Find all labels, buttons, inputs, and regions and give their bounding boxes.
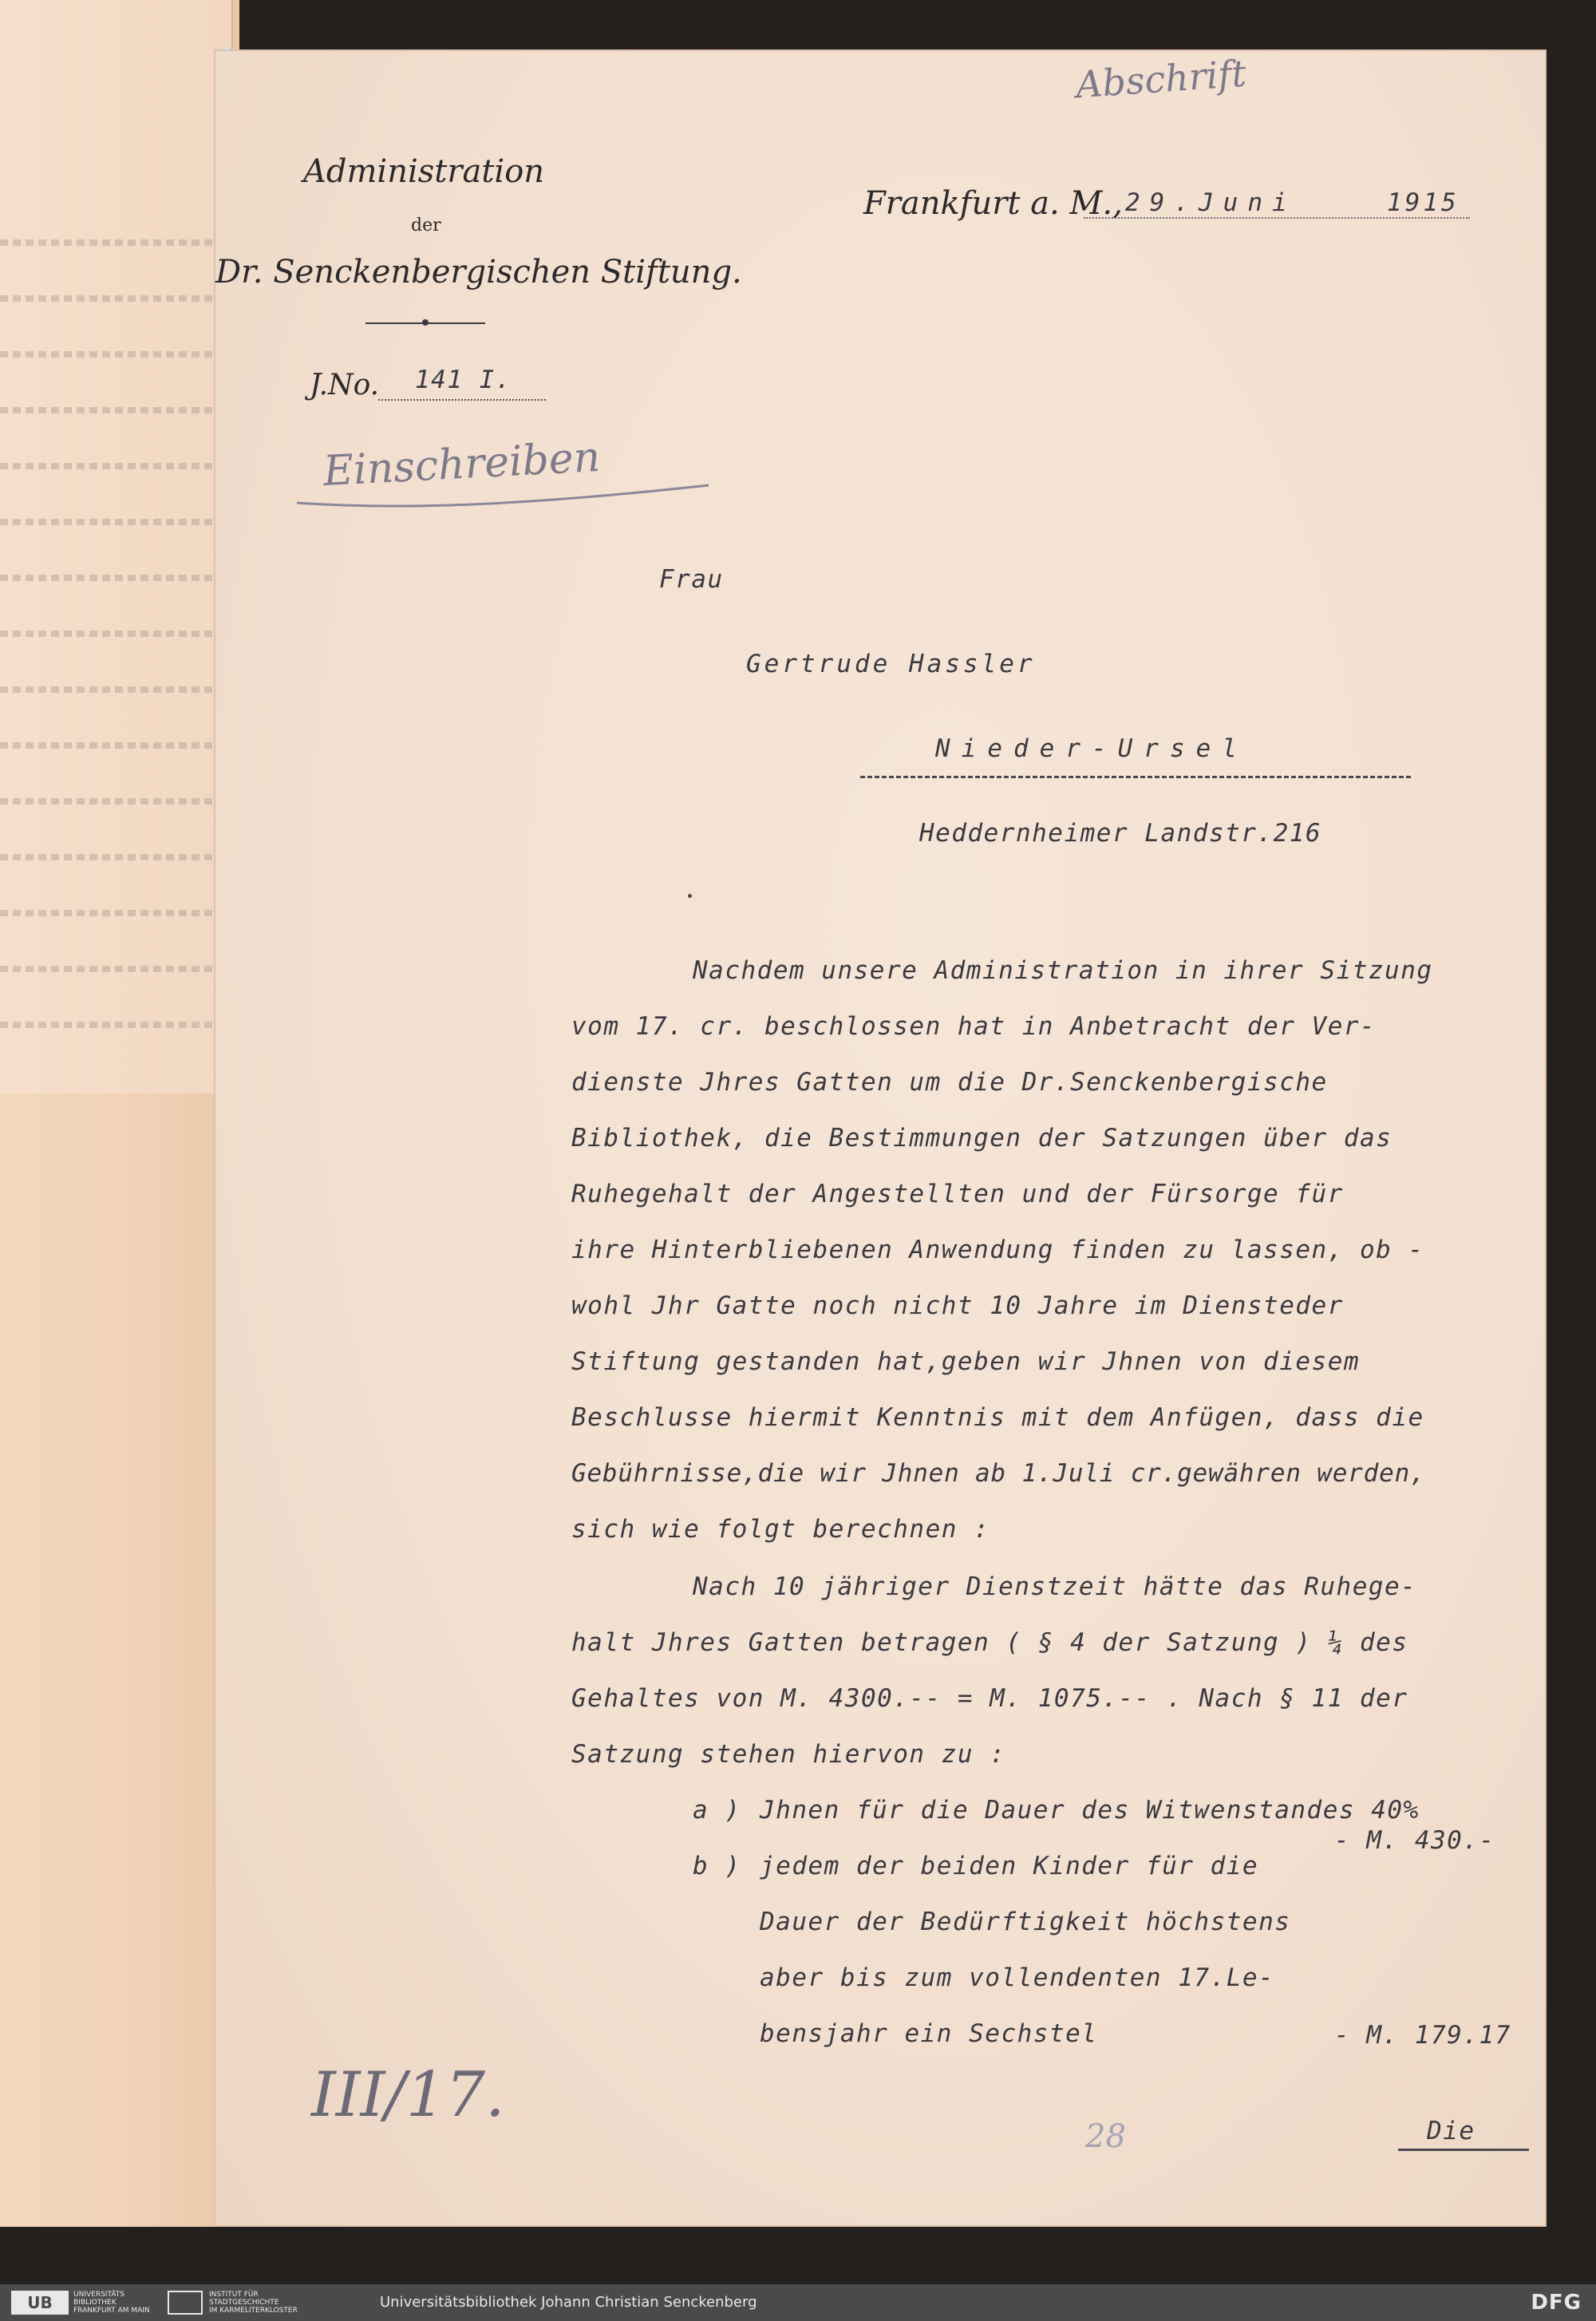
body-line: vom 17. cr. beschlossen hat in Anbetracht der Ver-: [571, 1012, 1377, 1041]
body-line: wohl Jhr Gatte noch nicht 10 Jahre im Diensteder: [571, 1291, 1344, 1320]
ub-logo-text-line: FRANKFURT AM MAIN: [73, 2307, 150, 2315]
dfg-logo: DFG: [1531, 2291, 1582, 2315]
letterhead-rule-dot: [422, 319, 429, 326]
underlying-page-sheet: [0, 0, 233, 1093]
list-item-b-amount: - M. 179.17: [1334, 2021, 1511, 2050]
body-line: Nach 10 jähriger Dienstzeit hätte das Ruhege-: [693, 1572, 1417, 1601]
body-line: Gebührnisse,die wir Jhnen ab 1.Juli cr.gewähren werden,: [571, 1459, 1426, 1488]
recipient-name: Gertrude Hassler: [746, 650, 1036, 678]
pencil-roman-numeral-note: III/17.: [311, 2059, 505, 2131]
date-day-month: 29.Juni: [1125, 188, 1297, 217]
pencil-underline-swoosh: [295, 479, 710, 511]
recipient-salutation: Frau: [659, 565, 724, 594]
institute-logo-text: [209, 2291, 298, 2315]
body-line: halt Jhres Gatten betragen ( § 4 der Satzung ) ¼ des: [571, 1628, 1408, 1657]
institute-logo-text-line: IM KARMELITERKLOSTER: [209, 2307, 298, 2315]
letterhead-title: Administration: [303, 153, 545, 190]
list-item-b-line: aber bis zum vollendenten 17.Le-: [760, 1963, 1275, 1992]
date-year: 1915: [1387, 188, 1460, 217]
body-line: Beschlusse hiermit Kenntnis mit dem Anfügen, dass die: [571, 1403, 1424, 1432]
ub-logo-text: [73, 2291, 150, 2315]
body-line: Gehaltes von M. 4300.-- = M. 1075.-- . Nach § 11 der: [571, 1684, 1408, 1713]
list-item-a-text: Jhnen für die Dauer des Witwenstandes 40%: [760, 1796, 1420, 1825]
footer-bar: [0, 2284, 1596, 2321]
list-item-b-line: bensjahr ein Sechstel: [760, 2019, 1098, 2048]
catchword-underline: [1398, 2149, 1529, 2151]
institute-logo-text-line: INSTITUT FÜR: [209, 2291, 259, 2299]
list-item-b-line: jedem der beiden Kinder für die: [760, 1852, 1259, 1880]
journal-number-value: 141 I.: [415, 366, 512, 394]
list-marker-a: a ): [693, 1796, 741, 1825]
underlying-text-traces: [0, 239, 231, 1117]
body-line: Ruhegehalt der Angestellten und der Fürsorge für: [571, 1180, 1344, 1208]
letterhead-der: der: [411, 215, 441, 235]
ub-logo-text-line: UNIVERSITÄTS: [73, 2291, 124, 2299]
body-line: Stiftung gestanden hat,geben wir Jhnen von diesem: [571, 1347, 1361, 1376]
page-number: 28: [1085, 2118, 1126, 2155]
letterhead-organization: Dr. Senckenbergischen Stiftung.: [215, 254, 742, 291]
body-line: Bibliothek, die Bestimmungen der Satzungen über das: [571, 1124, 1393, 1153]
body-line: sich wie folgt berechnen :: [571, 1515, 990, 1544]
institute-logo-text-line: STADTGESCHICHTE: [209, 2299, 279, 2307]
list-item-a-amount: - M. 430.-: [1334, 1826, 1495, 1855]
body-line: Nachdem unsere Administration in ihrer Sitzung: [693, 956, 1433, 985]
library-credit: Universitätsbibliothek Johann Christian Senckenberg: [380, 2294, 757, 2311]
date-place: Frankfurt a. M.,: [863, 185, 1123, 222]
list-marker-b: b ): [693, 1852, 741, 1880]
body-line: Satzung stehen hiervon zu :: [571, 1740, 1006, 1769]
list-item-b-line: Dauer der Bedürftigkeit höchstens: [760, 1908, 1291, 1936]
body-line: ihre Hinterbliebenen Anwendung finden zu lassen, ob -: [571, 1236, 1424, 1264]
date-dotted-line: [1084, 217, 1470, 219]
recipient-town: Nieder-Ursel: [935, 734, 1248, 763]
pencil-note-copy: Abschrift: [1074, 51, 1248, 107]
ub-logo-text-line: BIBLIOTHEK: [73, 2299, 117, 2307]
catchword: Die: [1427, 2117, 1476, 2145]
ub-logo: UB: [11, 2291, 69, 2315]
journal-number-dotted-line: [378, 399, 546, 401]
recipient-street: Heddernheimer Landstr.216: [919, 819, 1322, 848]
ink-speck: [688, 894, 692, 898]
pencil-note-registered: Einschreiben: [322, 433, 602, 496]
recipient-town-underline: [860, 776, 1411, 778]
institute-logo-icon: [168, 2291, 203, 2315]
journal-number-label: J.No.: [310, 369, 380, 401]
body-line: dienste Jhres Gatten um die Dr.Senckenbergische: [571, 1068, 1328, 1097]
